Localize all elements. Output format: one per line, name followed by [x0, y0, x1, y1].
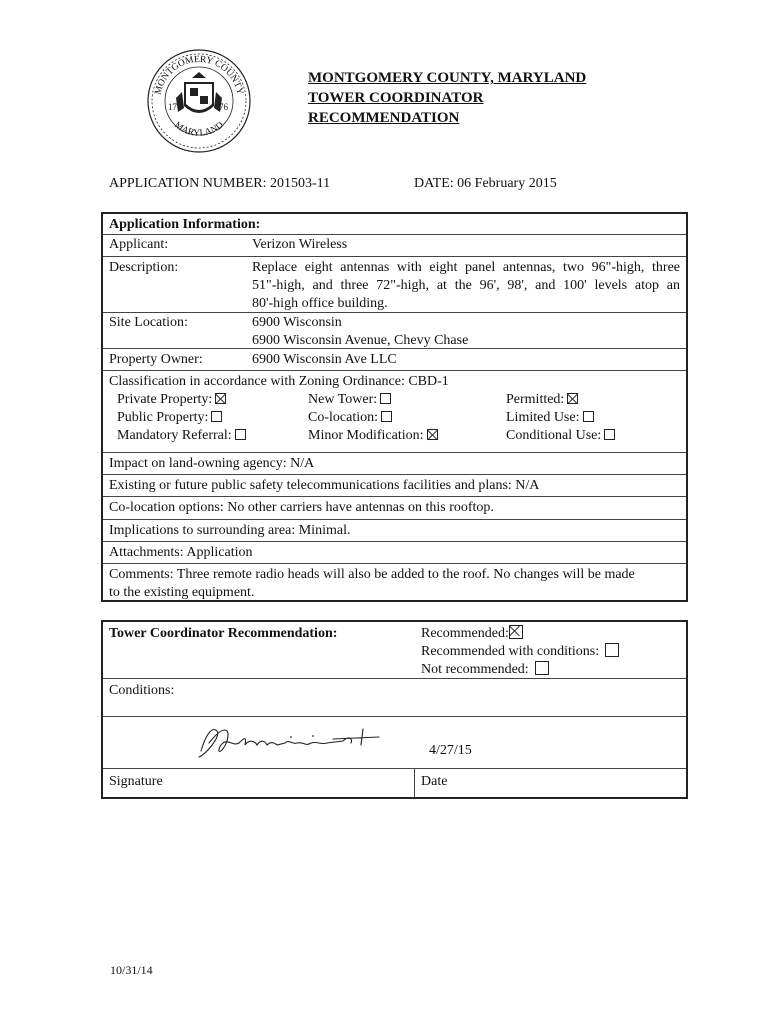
applicant-row [103, 234, 686, 257]
impact-text: Impact on land-owning agency: N/A [109, 456, 315, 471]
property-owner-value: 6900 Wisconsin Ave LLC [252, 352, 397, 367]
handwritten-signature [193, 721, 383, 763]
option-not-recommended: Not recommended: [421, 661, 549, 679]
info-heading-row [103, 214, 686, 234]
impact-row [103, 452, 686, 475]
conditions-label: Conditions: [109, 683, 175, 698]
public-safety-text: Existing or future public safety telecommunications facilities and plans: N/A [109, 478, 540, 493]
seal-year-right: 76 [219, 102, 228, 112]
signature-label-row [103, 768, 686, 798]
not-recommended-checkbox[interactable] [535, 661, 549, 675]
permitted-checkbox[interactable] [567, 393, 578, 404]
description-value [252, 259, 680, 313]
date-label: Date [421, 774, 448, 789]
checkbox-permitted: Permitted: [506, 391, 578, 409]
signature-date-divider [414, 768, 415, 797]
description-label: Description: [109, 260, 179, 275]
checkbox-public-property: Public Property: [117, 409, 222, 427]
svg-text:MARYLAND [172, 120, 226, 139]
conditional-use-checkbox[interactable] [604, 429, 615, 440]
seal-text-bottom: MARYLAND [172, 120, 226, 139]
colocation-text: Co-location options: No other carriers have antennas on this rooftop. [109, 500, 494, 515]
seal-text-top: MONTGOMERY COUNTY [153, 54, 245, 96]
seal-year-left: 17 [168, 102, 177, 112]
site-location-value [252, 314, 680, 350]
description-line-3: 80'-high office building. [252, 296, 388, 311]
comments-line-2: to the existing equipment. [109, 585, 255, 600]
title-line-2: TOWER COORDINATOR [308, 90, 484, 106]
option-recommended: Recommended: [421, 625, 523, 643]
checkbox-conditional-use: Conditional Use: [506, 427, 615, 445]
co-location-checkbox[interactable] [381, 411, 392, 422]
description-line-2: 51"-high, and three 72"-high, at the 96', 98', and 100' levels atop an [252, 278, 680, 293]
site-location-line-1: 6900 Wisconsin [252, 315, 342, 330]
description-row [103, 256, 686, 313]
public-safety-row [103, 474, 686, 497]
implications-row [103, 519, 686, 542]
checkbox-co-location: Co-location: [308, 409, 392, 427]
classification-row [103, 370, 686, 453]
application-info-table [101, 212, 688, 602]
application-date: DATE: 06 February 2015 [414, 176, 557, 191]
minor-modification-checkbox[interactable] [427, 429, 438, 440]
site-location-line-2: 6900 Wisconsin Avenue, Chevy Chase [252, 333, 469, 348]
private-property-checkbox[interactable] [215, 393, 226, 404]
title-line-3: RECOMMENDATION [308, 110, 460, 126]
implications-text: Implications to surrounding area: Minimal. [109, 523, 351, 538]
new-tower-checkbox[interactable] [380, 393, 391, 404]
checkbox-minor-modification: Minor Modification: [308, 427, 438, 445]
application-number: APPLICATION NUMBER: 201503-11 [109, 176, 331, 191]
site-location-label: Site Location: [109, 315, 188, 330]
mandatory-referral-checkbox[interactable] [235, 429, 246, 440]
limited-use-checkbox[interactable] [583, 411, 594, 422]
checkbox-mandatory-referral: Mandatory Referral: [117, 427, 246, 445]
property-owner-label: Property Owner: [109, 352, 203, 367]
checkbox-new-tower: New Tower: [308, 391, 391, 409]
county-seal-logo [146, 48, 252, 154]
public-property-checkbox[interactable] [211, 411, 222, 422]
comments-text [109, 566, 680, 602]
comments-line-1: Comments: Three remote radio heads will also be added to the roof. No changes will be made [109, 567, 635, 582]
attachments-text: Attachments: Application [109, 545, 253, 560]
recommendation-table [101, 620, 688, 799]
site-location-row [103, 312, 686, 349]
comments-row [103, 563, 686, 601]
signature-row [103, 716, 686, 769]
colocation-row [103, 496, 686, 520]
recommendation-row [103, 622, 686, 678]
info-heading: Application Information: [109, 217, 261, 232]
description-line-1: Replace eight antennas with eight panel antennas, two 96"-high, three [252, 260, 680, 275]
attachments-row [103, 541, 686, 564]
recommendation-heading: Tower Coordinator Recommendation: [109, 626, 338, 641]
revision-date: 10/31/14 [110, 963, 153, 977]
checkbox-limited-use: Limited Use: [506, 409, 594, 427]
recommended-checkbox[interactable] [509, 625, 523, 639]
property-owner-row [103, 348, 686, 371]
conditions-row [103, 678, 686, 717]
recommended-with-conditions-checkbox[interactable] [605, 643, 619, 657]
document-title [308, 68, 586, 128]
applicant-label: Applicant: [109, 237, 169, 252]
title-line-1: MONTGOMERY COUNTY, MARYLAND [308, 70, 587, 86]
checkbox-private-property: Private Property: [117, 391, 226, 409]
option-recommended-with-conditions: Recommended with conditions: [421, 643, 619, 661]
applicant-value: Verizon Wireless [252, 237, 348, 252]
signature-date: 4/27/15 [429, 743, 472, 758]
classification-label: Classification in accordance with Zoning Ordinance: CBD-1 [109, 374, 449, 389]
signature-label: Signature [109, 774, 163, 789]
